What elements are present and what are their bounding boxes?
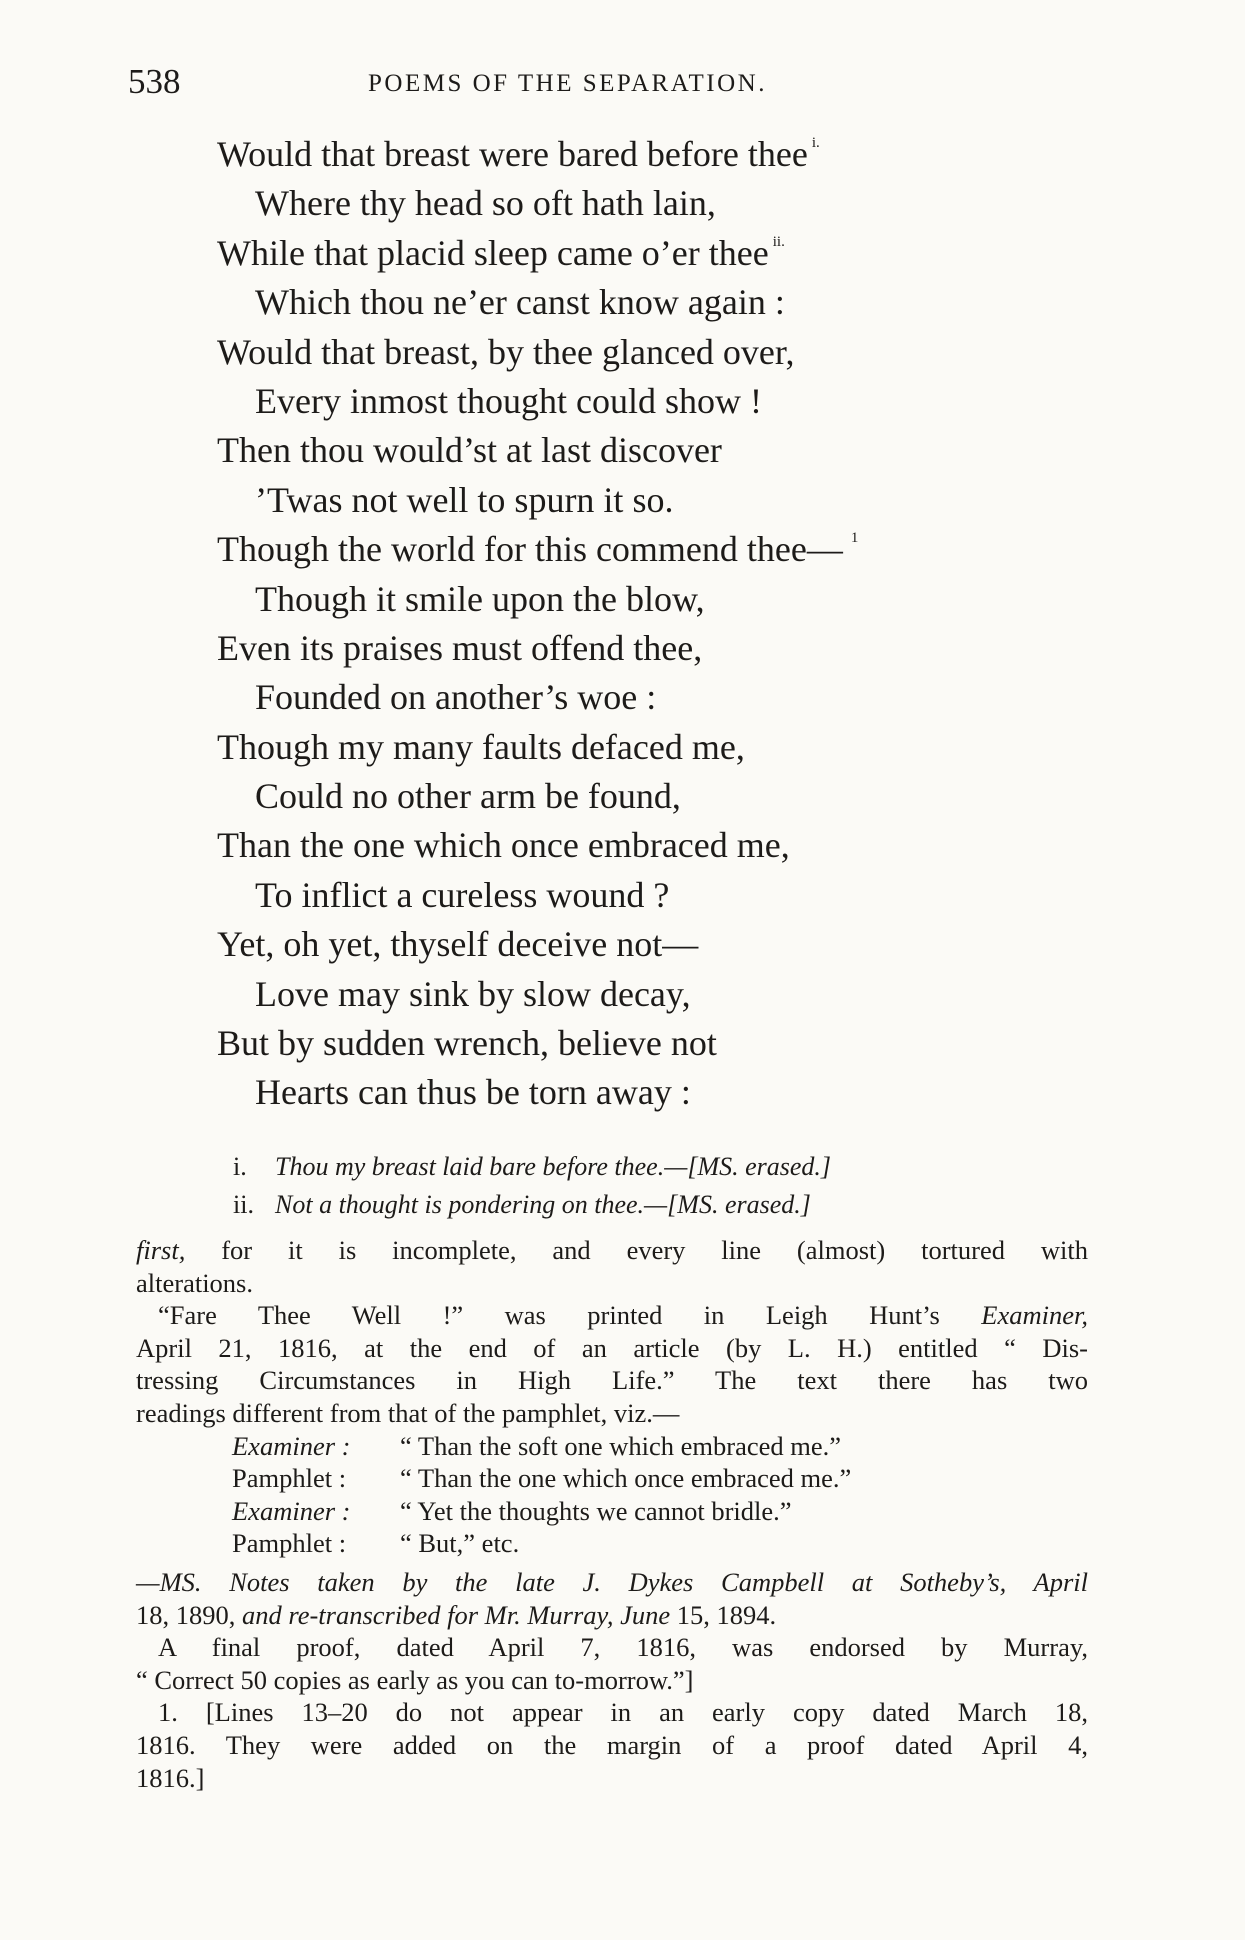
note-line: readings different from that of the pamphlet, viz.— [136,1397,680,1428]
poem-line: Love may sink by slow decay, [255,973,691,1014]
reading-line: Pamphlet : “ But,” etc. [232,1528,520,1559]
poem-line: Where thy head so oft hath lain, [255,183,716,224]
poem-line: Which thou ne’er canst know again : [255,282,785,323]
poem-line: Then thou would’st at last discover [217,430,722,471]
footnote-line: 1. [Lines 13–20 do not appear in an early copy dated March 18, [158,1697,1088,1728]
running-title: POEMS OF THE SEPARATION. [368,70,767,97]
poem-line: Every inmost thought could show ! [255,380,762,421]
note-line: —MS. Notes taken by the late J. Dykes Campbell at Sotheby’s, April [136,1566,1088,1597]
poem-line: Hearts can thus be torn away : [255,1072,691,1113]
reading-line: Examiner : “ Than the soft one which embraced me.” [232,1430,842,1461]
page-header [128,62,1088,102]
note-line: first, for it is incomplete, and every line (almost) tortured with [136,1235,1088,1265]
note-line: tressing Circumstances in High Life.” The text there has two [136,1365,1088,1396]
reading-line: Pamphlet : “ Than the one which once embraced me.” [232,1463,852,1494]
poem-line: While that placid sleep came o’er thee $^{ii.}$ [217,232,785,273]
variant-marker: i. [811,135,820,151]
poem-line: Than the one which once embraced me, [217,825,790,866]
editorial-notes [136,1234,1088,1794]
poem-line: Though it smile upon the blow, [255,578,705,619]
poem-line: Could no other arm be found, [255,776,681,817]
poem-line: Though my many faults defaced me, [217,726,745,767]
poem-line: But by sudden wrench, believe not [217,1023,717,1064]
poem-line: To inflict a cureless wound ? [255,874,670,915]
poem-line: Would that breast, by thee glanced over, [217,331,795,372]
variant-marker: ii. [772,233,785,250]
note-line: April 21, 1816, at the end of an article (by L. H.) entitled “ Dis- [136,1332,1088,1363]
poem-line: Would that breast were bared before thee $^{i.}$ [217,134,820,174]
variant-reading: ii. Not a thought is pondering on thee.—[MS. erased.] [233,1190,811,1219]
note-line: A final proof, dated April 7, 1816, was endorsed by Murray, [158,1632,1088,1663]
poem-line: Even its praises must offend thee, [217,627,703,668]
footnote-marker: 1 [850,530,859,547]
footnote-line: 1816.] [136,1762,205,1793]
reading-line: Examiner : “ Yet the thoughts we cannot bridle.” [232,1495,792,1526]
note-line: “ Correct 50 copies as early as you can to-morrow.”] [136,1664,694,1695]
note-line: alterations. [136,1267,253,1298]
poem-line: Though the world for this commend thee— $^1$ [217,529,859,570]
variant-readings [233,1148,1033,1224]
variant-reading: i. Thou my breast laid bare before thee.—[MS. erased.] [233,1152,832,1181]
poem-line: Founded on another’s woe : [255,677,657,718]
poem-line: Yet, oh yet, thyself deceive not— [217,924,699,965]
note-line: 18, 1890, and re-transcribed for Mr. Murray, June 15, 1894. [136,1599,777,1630]
page-number: 538 [128,62,181,101]
footnote-line: 1816. They were added on the margin of a proof dated April 4, [136,1729,1088,1760]
note-line: “Fare Thee Well !” was printed in Leigh Hunt’s Examiner, [158,1300,1088,1331]
poem-body [217,130,1077,1118]
poem-line: ’Twas not well to spurn it so. [255,479,674,520]
